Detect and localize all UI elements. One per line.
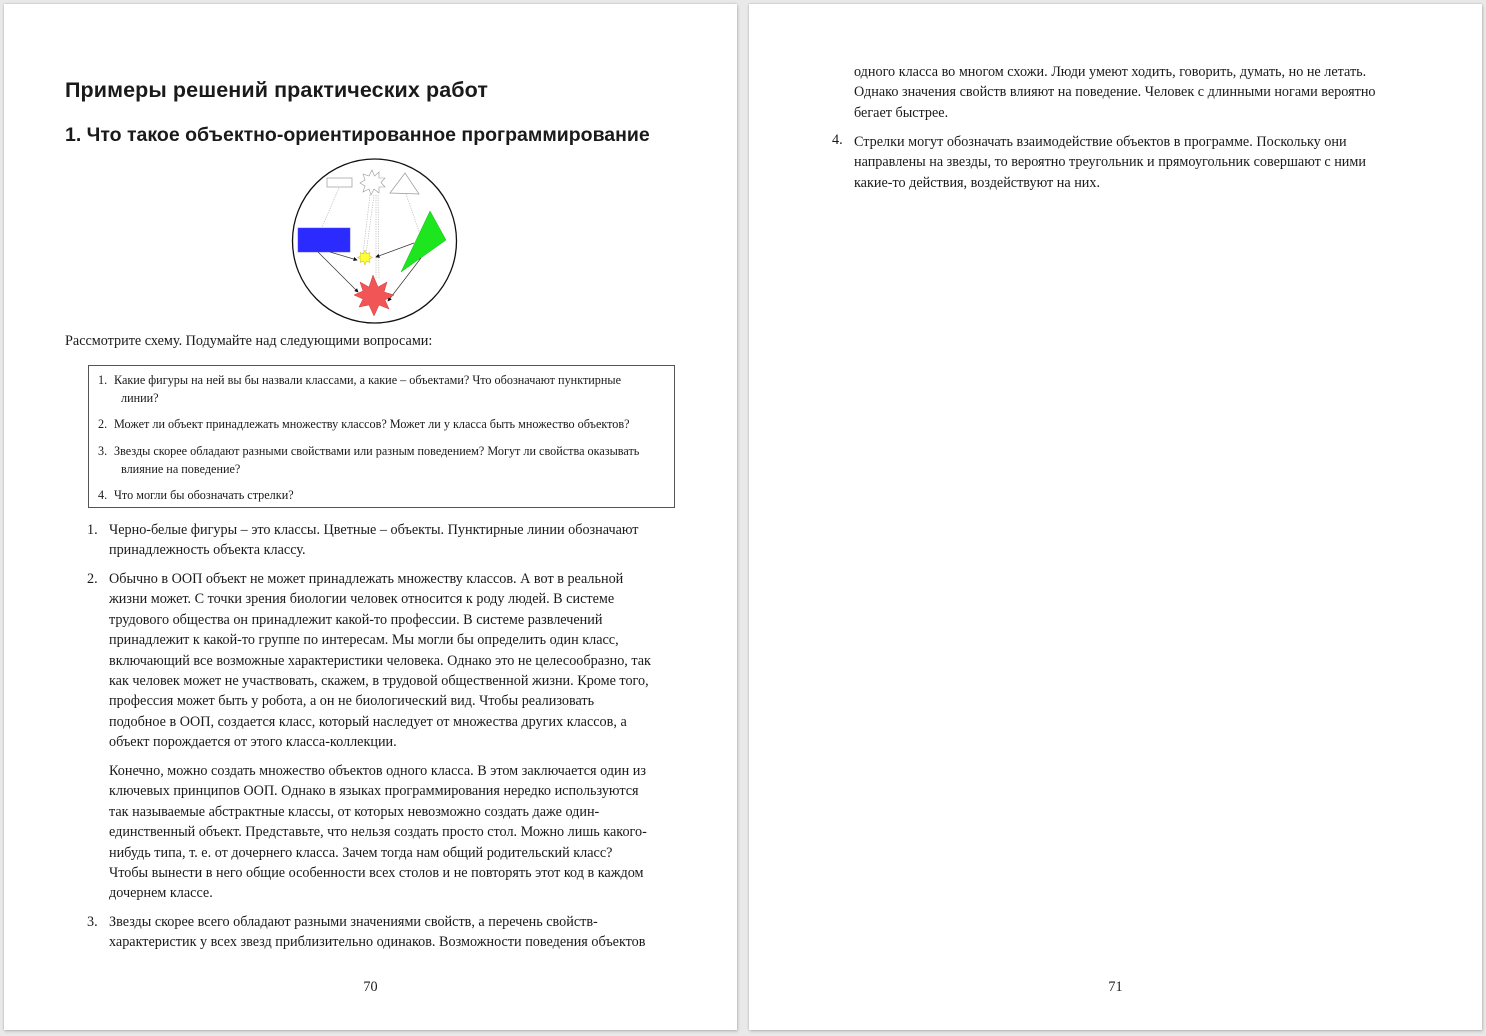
question-item: 3. Звезды скорее обладают разными свойствами или разным поведением? Могут ли свойства оказывать влияние на поведение? bbox=[98, 444, 640, 476]
answer-paragraph: Конечно, можно создать множество объектов одного класса. В этом заключается один из ключевых принципов ООП. Однако в языках программирования нередко используются так называемые абстрактные классы, от которых невозможно создать даже один- единственный объект. Представьте, что нельзя создать просто стол. Можно лишь какого- нибудь типа, т. е. от дочернего класса. Зачем тогда нам общий родительский класс? Чтобы вынести в него общие особенности всех столов и не повторять этот код в каждом дочернем классе. bbox=[109, 763, 647, 902]
object-small-star bbox=[358, 250, 373, 265]
object-rectangle bbox=[298, 228, 350, 252]
answer-paragraph: Обычно в ООП объект не может принадлежать множеству классов. А вот в реальной жизни может. С точки зрения биологии человек относится к роду людей. В системе трудового общества он принадлежит какой-то профессии. В системе развлечений принадлежит к какой-то группе по интересам. Мы могли бы определить один класс, включающий все возможные характеристики человека. Однако это не целесообразно, так как человек может не участвовать, скажем, в трудовой общественной жизни. Кроме того, профессия может быть у робота, а он не биологический вид. Чтобы реализовать подобное в ООП, создается класс, который наследует от множества других классов, а объект порождается от этого класса-коллекции. bbox=[109, 571, 651, 751]
answer-3-continuation: одного класса во многом схожи. Люди умеют ходить, говорить, думать, но не летать. Однако значения свойств влияют на поведение. Человек с длинными ногами вероятно бегает быстрее. bbox=[854, 64, 1376, 121]
question-item: 2. Может ли объект принадлежать множеству классов? Может ли у класса быть множество объектов? bbox=[98, 417, 630, 431]
answer-paragraph: Стрелки могут обозначать взаимодействие объектов в программе. Поскольку они направлены на звезды, то вероятно треугольник и прямоугольник совершают с ними какие-то действия, воздействуют на них. bbox=[854, 134, 1366, 191]
page-left: Примеры решений практических работ 1. Что такое объектно-ориентированное программирование Рассмотрите схему. Подумайте над следующими вопросами: 1. Какие фигуры на ней вы бы назвали классами, а какие – объектами? Что обозначают пунктирные линии? 2. Может ли объект принадлежать множеству классов? Может ли у класса быть множество объектов? 3. Звезды скорее обладают разными свойствами или разным поведением? Могут ли свойства оказывать влияние на поведение? 4. Что могли бы обозначать стрелки? 1. Черно-белые фигуры – это классы. Цветные – объекты. Пунктирные линии обозначают принадлежность объекта классу. 2. Обычно в ООП объект не может принадлежать множеству классов. А вот в реальной жизни может. С точки зрения биологии человек относится к роду людей. В системе трудового общества он принадлежит какой-то профессии. В системе развлечений принадлежит к какой-то группе по интересам. Мы могли бы определить один класс, включающий все возможные характеристики человека. Однако это не целесообразно, так как человек может не участвовать, скажем, в трудовой общественной жизни. Кроме того, профессия может быть у робота, а он не биологический вид. Чтобы реализовать подобное в ООП, создается класс, который наследует от множества других классов, а объект порождается от этого класса-коллекции. Конечно, можно создать множество объектов одного класса. В этом заключается один из ключевых принципов ООП. Однако в языках программирования нередко используются так называемые абстрактные классы, от которых невозможно создать даже один- единственный объект. Представьте, что нельзя создать просто стол. Можно лишь какого- нибудь типа, т. е. от дочернего класса. Зачем тогда нам общий родительский класс? Чтобы вынести в него общие особенности всех столов и не повторять этот код в каждом дочернем классе. 3. Звезды скорее всего обладают разными значениями свойств, а перечень свойств- характеристик у всех звезд приблизительно одинаков. Возможности поведения объектов 70 bbox=[4, 4, 737, 1030]
question-item: 1. Какие фигуры на ней вы бы назвали классами, а какие – объектами? Что обозначают пунктирные линии? bbox=[98, 373, 622, 405]
oop-diagram bbox=[284, 154, 464, 329]
questions-box bbox=[88, 365, 675, 508]
intro-text: Рассмотрите схему. Подумайте над следующими вопросами: bbox=[65, 333, 433, 349]
page-right: одного класса во многом схожи. Люди умеют ходить, говорить, думать, но не летать. Однако значения свойств влияют на поведение. Человек с длинными ногами вероятно бегает быстрее. 4. Стрелки могут обозначать взаимодействие объектов в программе. Поскольку они направлены на звезды, то вероятно треугольник и прямоугольник совершают с ними какие-то действия, воздействуют на них. 71 bbox=[749, 4, 1482, 1030]
page-number: 71 bbox=[1108, 979, 1123, 995]
section-heading: 1. Что такое объектно-ориентированное программирование bbox=[65, 124, 650, 146]
question-item: 4. Что могли бы обозначать стрелки? bbox=[98, 488, 294, 502]
class-rectangle bbox=[327, 178, 352, 187]
document-title: Примеры решений практических работ bbox=[65, 78, 488, 102]
answer-paragraph: Черно-белые фигуры – это классы. Цветные – объекты. Пунктирные линии обозначают принадлежность объекта классу. bbox=[109, 522, 639, 559]
answer-paragraph: Звезды скорее всего обладают разными значениями свойств, а перечень свойств- характеристик у всех звезд приблизительно одинаков. Возможности поведения объектов bbox=[109, 914, 646, 951]
page-number: 70 bbox=[363, 979, 378, 995]
